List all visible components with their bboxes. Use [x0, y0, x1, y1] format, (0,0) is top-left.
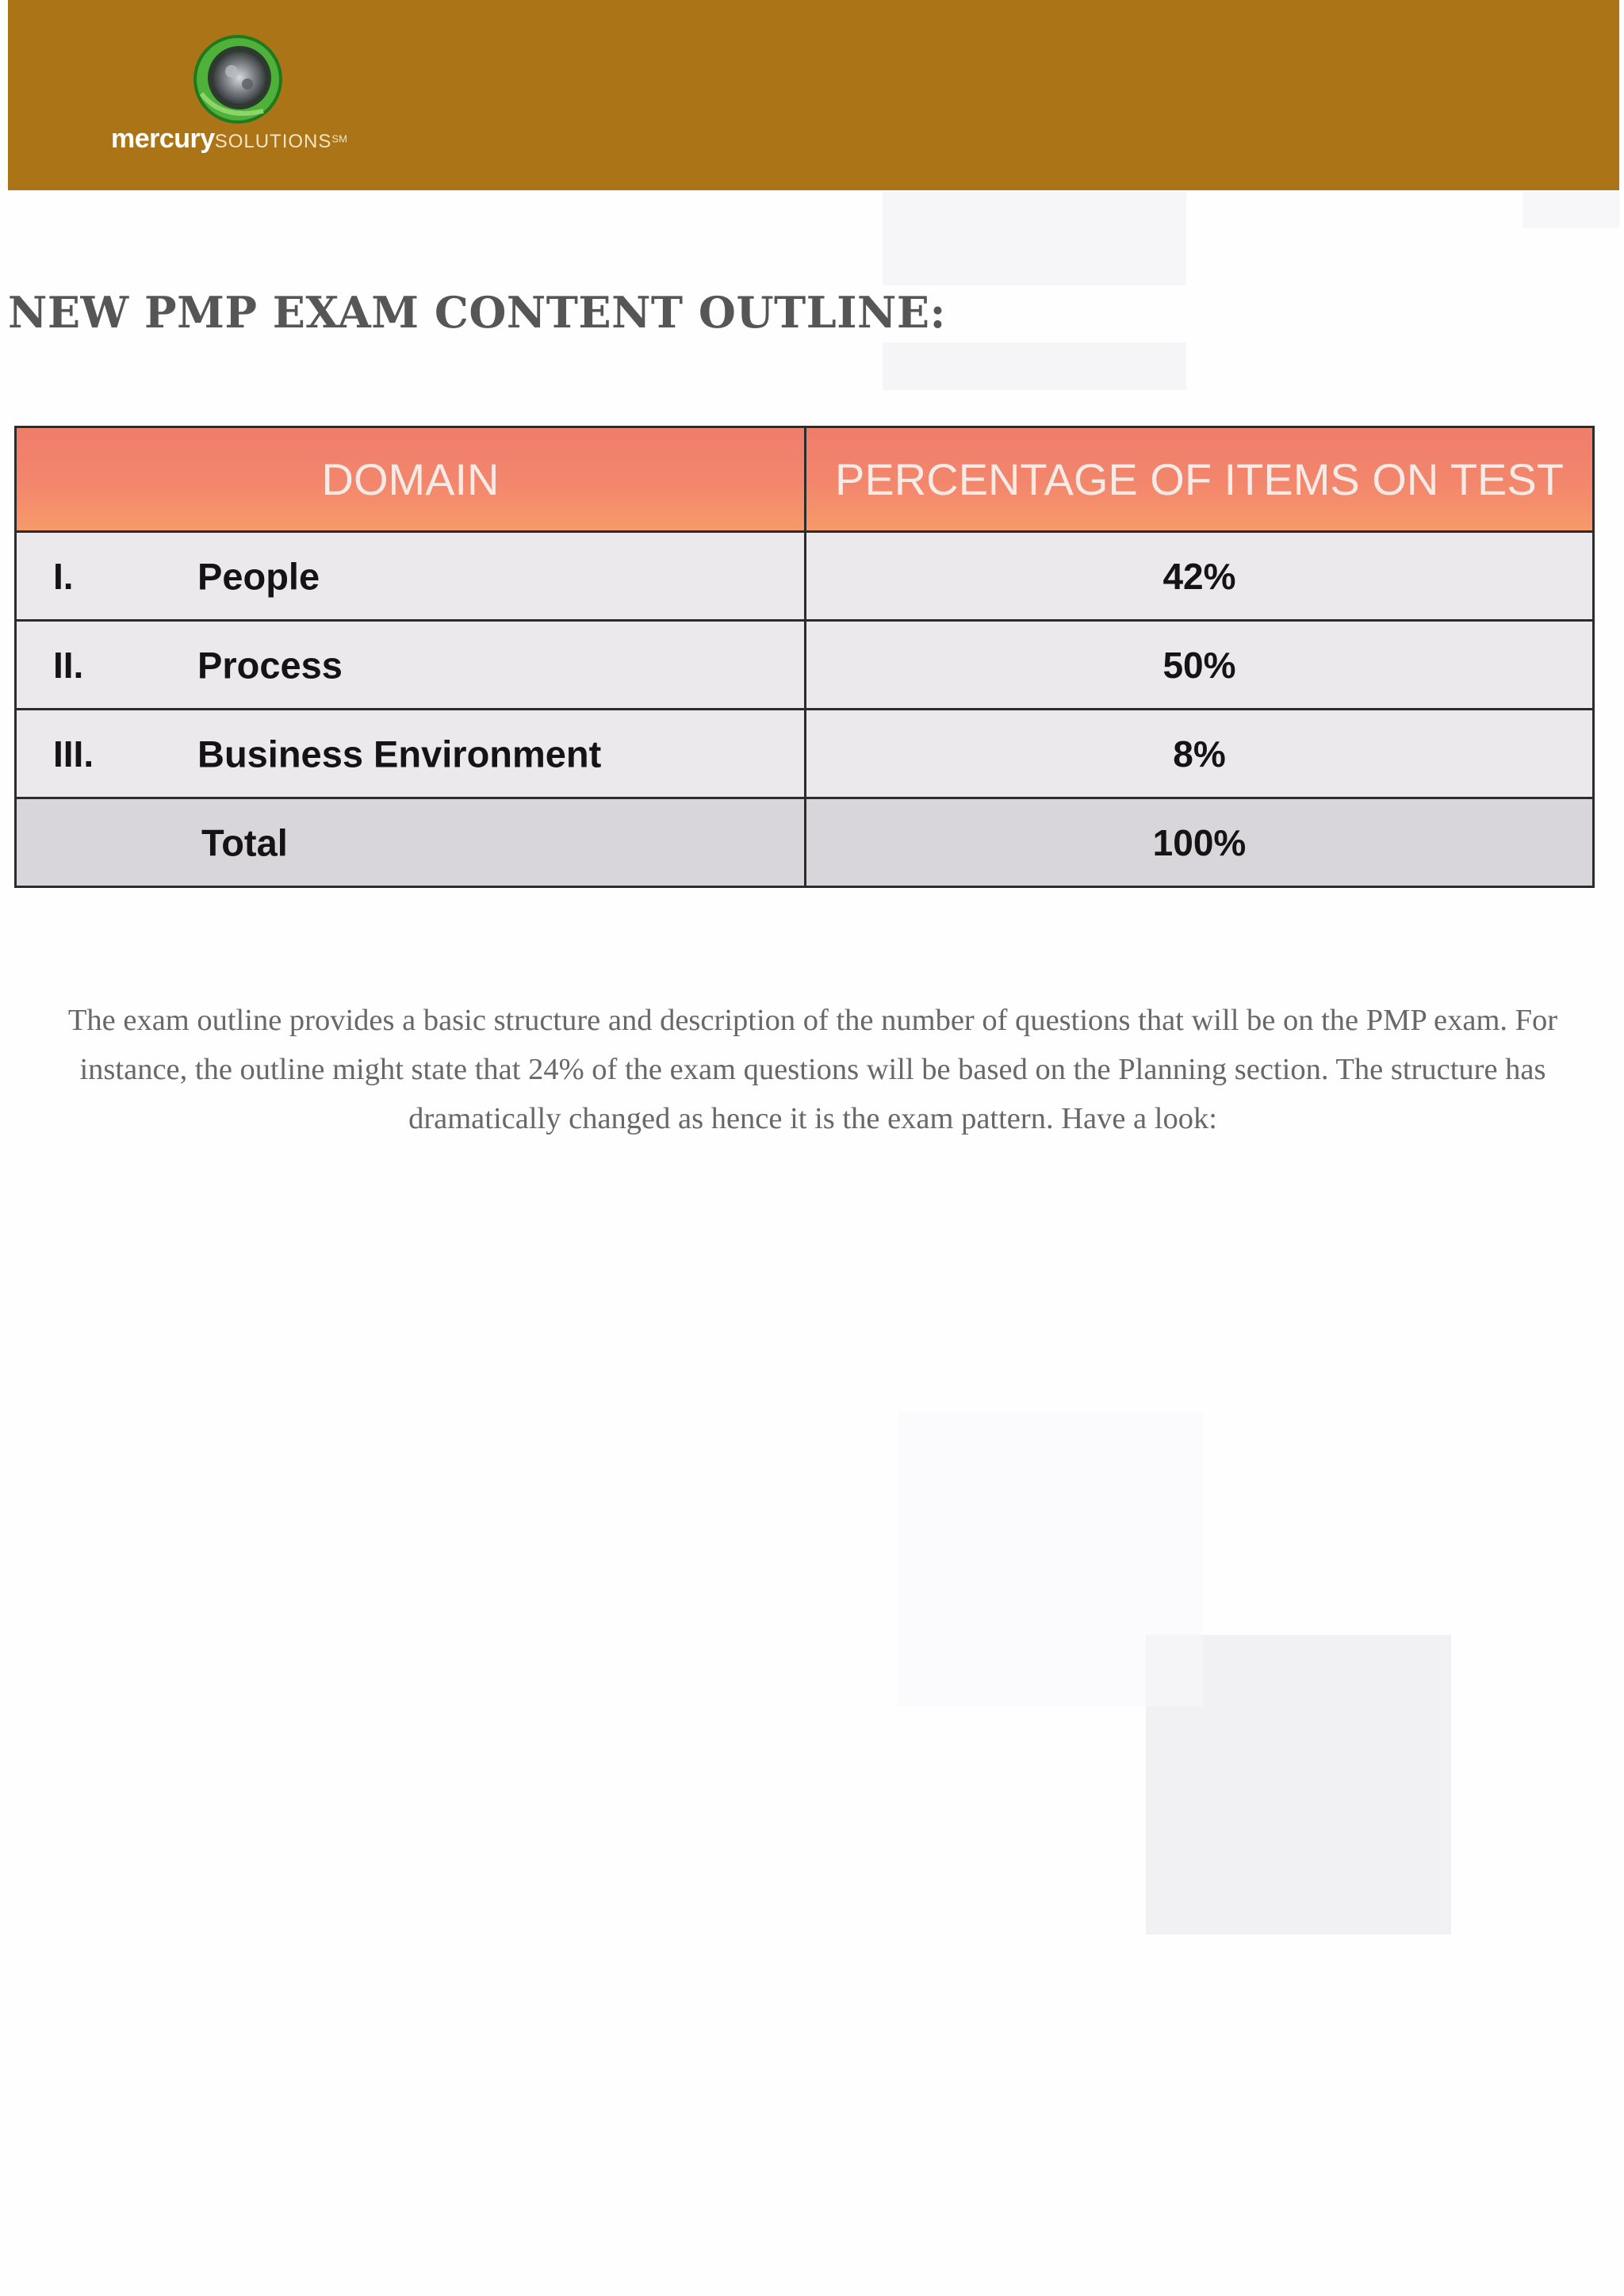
domain-numeral: II. [53, 644, 84, 686]
column-header-domain: DOMAIN [16, 427, 806, 532]
domain-name: People [197, 555, 320, 597]
table-row [16, 710, 1594, 798]
total-label-cell [16, 798, 806, 887]
logo-service-mark: SM [331, 132, 347, 145]
domain-percentage-table [14, 426, 1595, 888]
domain-numeral: I. [53, 555, 74, 597]
domain-name: Business Environment [197, 733, 602, 775]
faint-rectangle [1522, 192, 1619, 228]
domain-cell [16, 621, 806, 710]
faint-rectangle [883, 192, 1186, 285]
header-banner [8, 0, 1619, 190]
column-header-percentage: PERCENTAGE OF ITEMS ON TEST [806, 427, 1594, 532]
domain-cell [16, 710, 806, 798]
logo-suffix: SOLUTIONS [214, 131, 332, 152]
logo-wordmark [111, 124, 347, 155]
faint-rectangle [1146, 1635, 1203, 1706]
table-row [16, 621, 1594, 710]
logo-brand: mercury [111, 124, 215, 154]
mercury-solutions-logo [111, 32, 373, 166]
total-percentage-cell: 100% [806, 798, 1594, 887]
total-label: Total [201, 821, 288, 863]
faint-rectangle [883, 342, 1186, 390]
domain-name: Process [197, 644, 343, 686]
page-title: NEW PMP EXAM CONTENT OUTLINE: [8, 287, 946, 338]
domain-numeral: III. [53, 733, 94, 775]
percentage-cell: 8% [806, 710, 1594, 798]
table-row [16, 532, 1594, 621]
globe-ring-icon [190, 32, 285, 127]
percentage-cell: 42% [806, 532, 1594, 621]
table-header-row [16, 427, 1594, 532]
percentage-cell: 50% [806, 621, 1594, 710]
intro-paragraph: The exam outline provides a basic structure and description of the number of questions that will be on the PMP exam. For instance, the outline might state that 24% of the exam questions will be based on the Planning section. The structure has dramatically changed as hence it is the exam pattern. Have a look: [67, 1004, 1558, 1135]
table-total-row [16, 798, 1594, 887]
domain-cell [16, 532, 806, 621]
